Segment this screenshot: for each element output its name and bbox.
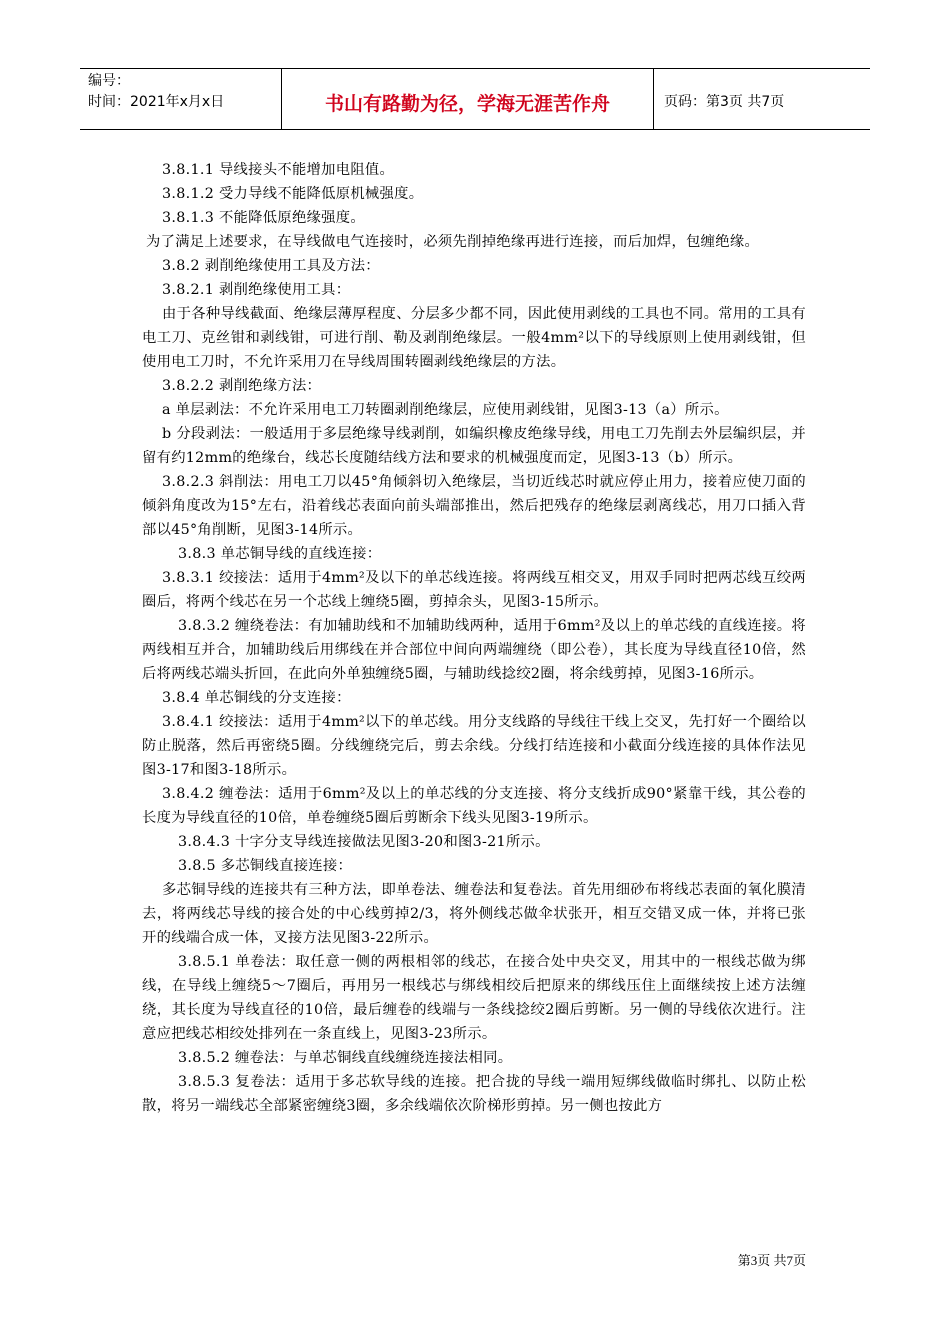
paragraph: 3.8.2.2 剥削绝缘方法： bbox=[162, 378, 322, 394]
paragraph: 3.8.2.3 斜削法：用电工刀以45°角倾斜切入绝缘层，当切近线芯时就应停止用力，接着应使刀面的倾斜角度改为15°左右，沿着线芯表面向前头端部推出，然后把残存的绝缘层剥离线芯，用刀口插入背部以45°角削断，见图3-14所示。 bbox=[142, 474, 806, 538]
paragraph: 3.8.1.2 受力导线不能降低原机械强度。 bbox=[162, 186, 424, 202]
paragraph: 多芯铜导线的连接共有三种方法，即单卷法、缠卷法和复卷法。首先用细砂布将线芯表面的氧化膜清去，将两线芯导线的接合处的中心线剪掉2/3，将外侧线芯做伞状张开，相互交错叉成一体，并将已张开的线端合成一体，叉接方法见图3-22所示。 bbox=[142, 882, 806, 946]
paragraph: 3.8.4 单芯铜线的分支连接： bbox=[162, 690, 351, 706]
header-page-code: 页码：第3页 共7页 bbox=[664, 94, 785, 110]
header-motto: 书山有路勤为径，学海无涯苦作舟 bbox=[282, 69, 654, 129]
paragraph: 3.8.4.2 缠卷法：适用于6mm²及以上的单芯线的分支连接、将分支线折成90°紧靠干线，其公卷的长度为导线直径的10倍，单卷缠绕5圈后剪断余下线头见图3-19所示。 bbox=[142, 786, 806, 826]
paragraph: 3.8.1.3 不能降低原绝缘强度。 bbox=[162, 210, 365, 226]
paragraph: 3.8.5.3 复卷法：适用于多芯软导线的连接。把合拢的导线一端用短绑线做临时绑扎、以防止松散，将另一端线芯全部紧密缠绕3圈，多余线端依次阶梯形剪掉。另一侧也按此方 bbox=[142, 1074, 806, 1114]
header-meta-cell bbox=[80, 69, 282, 129]
paragraph: 3.8.4.1 绞接法：适用于4mm²以下的单芯线。用分支线路的导线往干线上交叉，先打好一个圈给以防止脱落，然后再密绕5圈。分线缠绕完后，剪去余线。分线打结连接和小截面分线连接的具体作法见图3-17和图3-18所示。 bbox=[142, 714, 806, 778]
paragraph: 3.8.5 多芯铜线直接连接： bbox=[178, 858, 353, 874]
paragraph: 3.8.4.3 十字分支导线连接做法见图3-20和图3-21所示。 bbox=[178, 834, 550, 850]
paragraph: 3.8.3.1 绞接法：适用于4mm²及以下的单芯线连接。将两线互相交叉，用双手同时把两芯线互绞两圈后，将两个线芯在另一个芯线上缠绕5圈，剪掉余头，见图3-15所示。 bbox=[142, 570, 806, 610]
paragraph: 3.8.3.2 缠绕卷法：有加辅助线和不加辅助线两种，适用于6mm²及以上的单芯线的直线连接。将两线相互并合，加辅助线后用绑线在并合部位中间向两端缠绕（即公卷），其长度为导线直径10倍，然后将两线芯端头折回，在此向外单独缠绕5圈，与辅助线捻绞2圈，将余线剪掉，见图3-16所示。 bbox=[142, 618, 806, 682]
document-number-label: 编号： bbox=[88, 73, 130, 89]
paragraph: 由于各种导线截面、绝缘层薄厚程度、分层多少都不同，因此使用剥线的工具也不同。常用的工具有电工刀、克丝钳和剥线钳，可进行削、勒及剥削绝缘层。一般4mm²以下的导线原则上使用剥线钳，但使用电工刀时，不允许采用刀在导线周围转圈剥线绝缘层的方法。 bbox=[142, 306, 806, 370]
page-footer: 第3页 共7页 bbox=[737, 1253, 806, 1268]
paragraph: b 分段剥法：一般适用于多层绝缘导线剥削，如编织橡皮绝缘导线，用电工刀先削去外层编织层，并留有约12mm的绝缘台，线芯长度随结线方法和要求的机械强度而定，见图3-13（b）所示。 bbox=[142, 426, 806, 466]
paragraph: 3.8.2.1 剥削绝缘使用工具： bbox=[162, 282, 351, 298]
paragraph: 3.8.5.1 单卷法：取任意一侧的两根相邻的线芯，在接合处中央交叉，用其中的一根线芯做为绑线，在导线上缠绕5～7圈后，再用另一根线芯与绑线相绞后把原来的绑线压住上面继续按上述方法缠绕，其长度为导线直径的10倍，最后缠卷的线端与一条线捻绞2圈后剪断。另一侧的导线依次进行。注意应把线芯相绞处排列在一条直线上，见图3-23所示。 bbox=[142, 954, 806, 1042]
paragraph: 3.8.5.2 缠卷法：与单芯铜线直线缠绕连接法相同。 bbox=[178, 1050, 513, 1066]
paragraph: 为了满足上述要求，在导线做电气连接时，必须先削掉绝缘再进行连接，而后加焊，包缠绝缘。 bbox=[146, 234, 760, 250]
paragraph: 3.8.2 剥削绝缘使用工具及方法： bbox=[162, 258, 380, 274]
paragraph: 3.8.3 单芯铜导线的直线连接： bbox=[178, 546, 382, 562]
paragraph: 3.8.1.1 导线接头不能增加电阻值。 bbox=[162, 162, 395, 178]
page-header-table bbox=[80, 68, 870, 130]
paragraph: a 单层剥法：不允许采用电工刀转圈剥削绝缘层，应使用剥线钳，见图3-13（a）所示。 bbox=[162, 402, 729, 418]
document-date: 时间：2021年x月x日 bbox=[88, 94, 225, 110]
document-body bbox=[142, 158, 806, 1118]
